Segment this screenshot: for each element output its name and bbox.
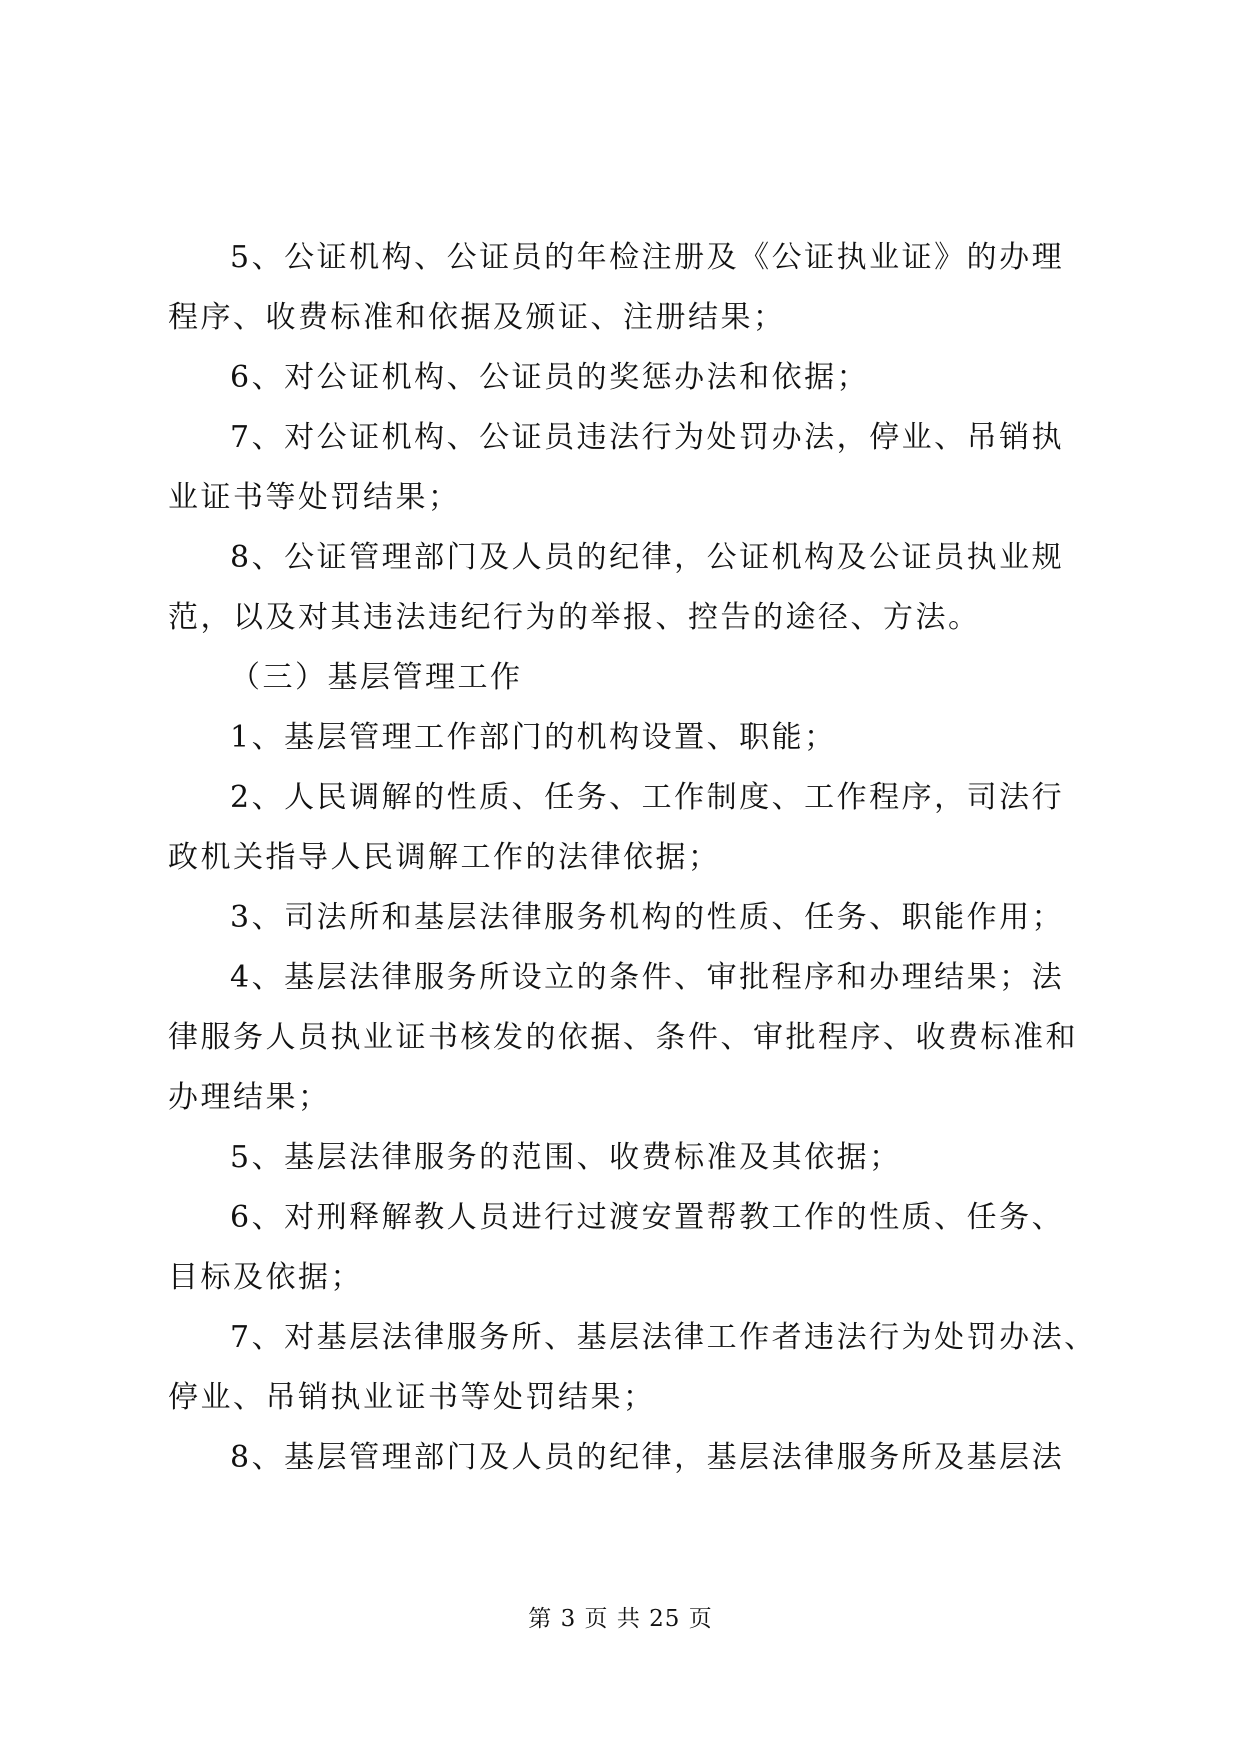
text-line: 范，以及对其违法违纪行为的举报、控告的途径、方法。 xyxy=(168,600,981,635)
text-line: 5、公证机构、公证员的年检注册及《公证执业证》的办理 xyxy=(230,240,1065,275)
text-line: 6、对刑释解教人员进行过渡安置帮教工作的性质、任务、 xyxy=(230,1200,1065,1235)
page-footer: 第 3 页 共 25 页 xyxy=(528,1606,713,1632)
text-line: 6、对公证机构、公证员的奖惩办法和依据； xyxy=(230,360,870,395)
text-line: 目标及依据； xyxy=(168,1260,363,1295)
text-line: 3、司法所和基层法律服务机构的性质、任务、职能作用； xyxy=(230,900,1065,935)
text-line: 律服务人员执业证书核发的依据、条件、审批程序、收费标准和 xyxy=(168,1020,1078,1055)
text-line: 业证书等处罚结果； xyxy=(168,480,461,515)
text-line: 办理结果； xyxy=(168,1080,331,1115)
text-line: 2、人民调解的性质、任务、工作制度、工作程序，司法行 xyxy=(230,780,1065,815)
text-line: 5、基层法律服务的范围、收费标准及其依据； xyxy=(230,1140,902,1175)
text-line: 7、对公证机构、公证员违法行为处罚办法，停业、吊销执 xyxy=(230,420,1065,455)
text-line: 程序、收费标准和依据及颁证、注册结果； xyxy=(168,300,786,335)
text-line: 1、基层管理工作部门的机构设置、职能； xyxy=(230,720,837,755)
text-line: 7、对基层法律服务所、基层法律工作者违法行为处罚办法、 xyxy=(230,1320,1097,1355)
text-line: 4、基层法律服务所设立的条件、审批程序和办理结果；法 xyxy=(230,960,1065,995)
text-line: 停业、吊销执业证书等处罚结果； xyxy=(168,1380,656,1415)
text-line: 8、基层管理部门及人员的纪律，基层法律服务所及基层法 xyxy=(230,1440,1065,1475)
text-line: 政机关指导人民调解工作的法律依据； xyxy=(168,840,721,875)
text-line: （三）基层管理工作 xyxy=(230,660,523,695)
document-body xyxy=(168,228,1097,1488)
text-line: 8、公证管理部门及人员的纪律，公证机构及公证员执业规 xyxy=(230,540,1065,575)
